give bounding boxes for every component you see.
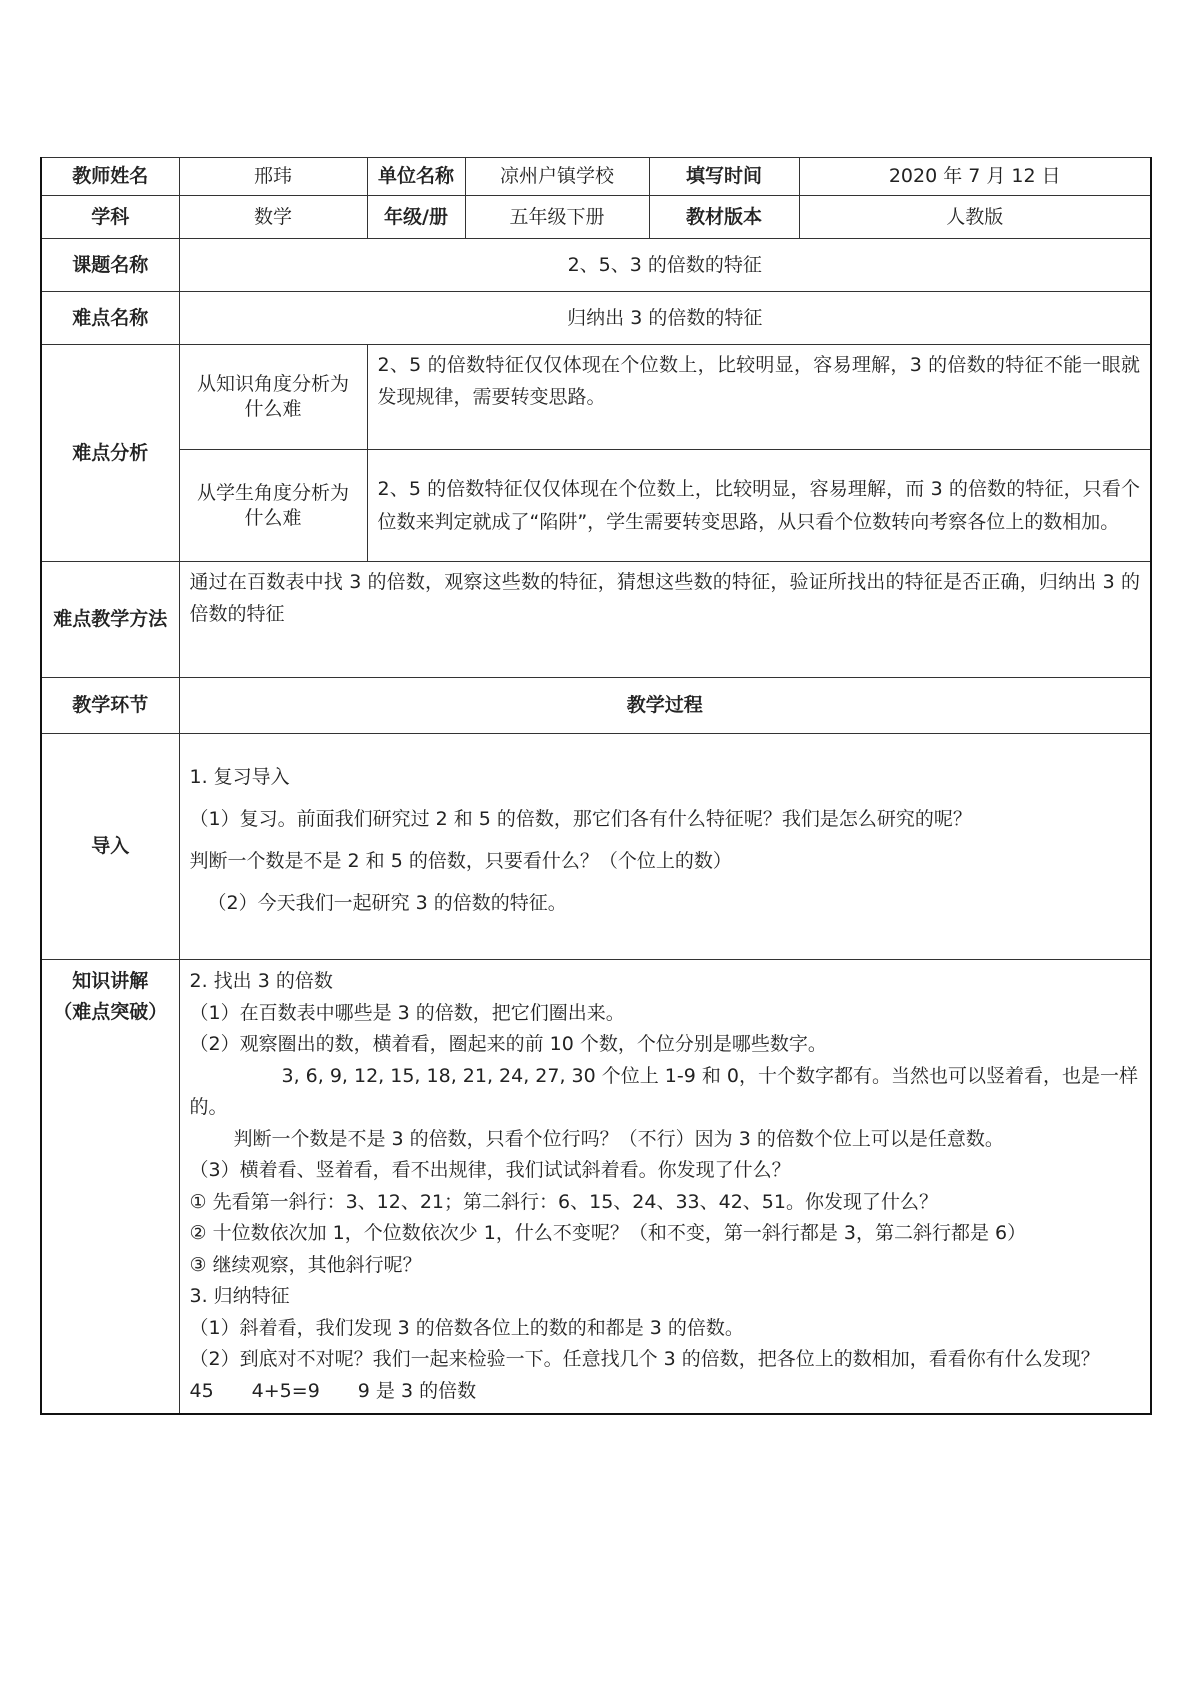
- grade-label: 年级/册: [367, 196, 465, 239]
- student-angle-label: 从学生角度分析为什么难: [179, 450, 367, 562]
- knowledge-line: ② 十位数依次加 1，个位数依次少 1，什么不变呢？（和不变，第一斜行都是 3，第二斜行都是 6）: [189, 1222, 1027, 1244]
- knowledge-angle-label: 从知识角度分析为什么难: [179, 345, 367, 450]
- subject-label: 学科: [41, 196, 179, 239]
- analysis-student-row: [41, 450, 1151, 562]
- knowledge-angle-text: 2、5 的倍数特征仅仅体现在个位数上，比较明显，容易理解，3 的倍数的特征不能一眼就发现规律，需要转变思路。: [367, 345, 1151, 450]
- knowledge-content: [179, 960, 1151, 1415]
- knowledge-line: 3, 6, 9, 12, 15, 18, 21, 24, 27, 30 个位上 1-9 和 0，十个数字都有。当然也可以竖着看，也是一样的。: [189, 1064, 1138, 1118]
- date-value: 2020 年 7 月 12 日: [799, 158, 1151, 196]
- unit-label: 单位名称: [367, 158, 465, 196]
- edition-value: 人教版: [799, 196, 1151, 239]
- teacher-value: 邢玮: [179, 158, 367, 196]
- intro-line: （2）今天我们一起研究 3 的倍数的特征。: [207, 892, 567, 914]
- subject-value: 数学: [179, 196, 367, 239]
- knowledge-line: ① 先看第一斜行：3、12、21；第二斜行：6、15、24、33、42、51。你发现了什么？: [189, 1190, 938, 1213]
- topic-value: 2、5、3 的倍数的特征: [179, 239, 1151, 292]
- method-text: 通过在百数表中找 3 的倍数，观察这些数的特征，猜想这些数的特征，验证所找出的特征是否正确，归纳出 3 的倍数的特征: [179, 562, 1151, 678]
- edition-label: 教材版本: [649, 196, 799, 239]
- header-row-2: [41, 196, 1151, 239]
- teacher-label: 教师姓名: [41, 158, 179, 196]
- intro-line: 判断一个数是不是 2 和 5 的倍数，只要看什么？（个位上的数）: [189, 850, 732, 872]
- knowledge-line: 判断一个数是不是 3 的倍数，只看个位行吗？（不行）因为 3 的倍数个位上可以是任意数。: [233, 1127, 1004, 1150]
- intro-label: 导入: [41, 734, 179, 960]
- process-header-label: 教学环节: [41, 678, 179, 734]
- intro-content: [179, 734, 1151, 960]
- knowledge-label-line2: （难点突破）: [53, 1001, 168, 1024]
- grade-value: 五年级下册: [465, 196, 649, 239]
- method-row: [41, 562, 1151, 678]
- knowledge-line: （2）到底对不对呢？我们一起来检验一下。任意找几个 3 的倍数，把各位上的数相加，看看你有什么发现？: [189, 1348, 1100, 1370]
- knowledge-line: 2. 找出 3 的倍数: [189, 970, 333, 992]
- knowledge-label: [41, 960, 179, 1415]
- process-header-row: [41, 678, 1151, 734]
- difficulty-label: 难点名称: [41, 292, 179, 345]
- difficulty-value: 归纳出 3 的倍数的特征: [179, 292, 1151, 345]
- knowledge-line: （2）观察圈出的数，横着看，圈起来的前 10 个数，个位分别是哪些数字。: [189, 1033, 827, 1055]
- knowledge-line: 45 4+5=9 9 是 3 的倍数: [189, 1379, 477, 1402]
- analysis-label: 难点分析: [41, 345, 179, 562]
- knowledge-line: ③ 继续观察，其他斜行呢？: [189, 1253, 422, 1276]
- unit-value: 凉州户镇学校: [465, 158, 649, 196]
- knowledge-row: [41, 960, 1151, 1415]
- analysis-knowledge-row: [41, 345, 1151, 450]
- student-angle-text: 2、5 的倍数特征仅仅体现在个位数上，比较明显，容易理解，而 3 的倍数的特征，只看个位数来判定就成了“陷阱”，学生需要转变思路，从只看个位数转向考察各位上的数相加。: [367, 450, 1151, 562]
- intro-line: （1）复习。前面我们研究过 2 和 5 的倍数，那它们各有什么特征呢？我们是怎么研究的呢？: [189, 808, 972, 830]
- method-label: 难点教学方法: [41, 562, 179, 678]
- process-header-value: 教学过程: [179, 678, 1151, 734]
- header-row-1: [41, 158, 1151, 196]
- knowledge-label-line1: 知识讲解: [72, 970, 149, 992]
- intro-line: 1. 复习导入: [189, 766, 290, 788]
- lesson-plan-table: [40, 157, 1152, 1415]
- difficulty-row: [41, 292, 1151, 345]
- topic-row: [41, 239, 1151, 292]
- knowledge-line: 3. 归纳特征: [189, 1285, 290, 1307]
- date-label: 填写时间: [649, 158, 799, 196]
- knowledge-line: （1）斜着看，我们发现 3 的倍数各位上的数的和都是 3 的倍数。: [189, 1316, 744, 1339]
- intro-row: [41, 734, 1151, 960]
- topic-label: 课题名称: [41, 239, 179, 292]
- knowledge-line: （3）横着看、竖着看，看不出规律，我们试试斜着看。你发现了什么？: [189, 1159, 791, 1181]
- knowledge-line: （1）在百数表中哪些是 3 的倍数，把它们圈出来。: [189, 1001, 625, 1024]
